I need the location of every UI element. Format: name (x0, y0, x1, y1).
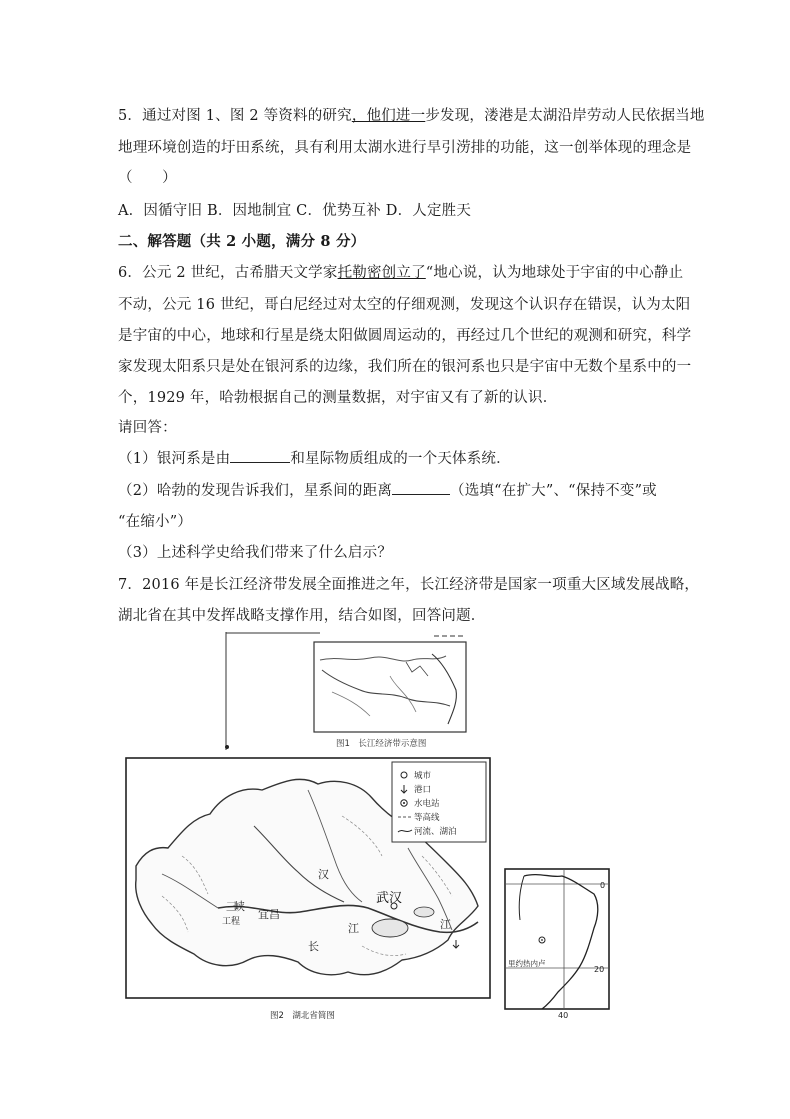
legend-city: 城市 (414, 771, 432, 781)
q6-sub-2-cont: “在缩小”） (118, 514, 193, 530)
label-chang: 长 (308, 940, 319, 953)
q6-line-4: 家发现太阳系只是处在银河系的边缘，我们所在的银河系也只是宇宙中无数个星系中的一 (118, 359, 692, 375)
legend-hydropower: 水电站 (414, 799, 440, 809)
q6-prompt: 请回答： (118, 420, 177, 436)
figure-1-map (220, 632, 480, 754)
q6-sub-2: （2）哈勃的发现告诉我们，星系间的距离 （选填“在扩大”、“保持不变”或 (118, 483, 657, 499)
tick-20: 20 (594, 965, 605, 974)
q5-paren: （ ） (118, 170, 177, 186)
tick-0: 0 (600, 881, 606, 890)
label-sanxia-2: 峡 (234, 900, 245, 913)
figure-1-caption: 图1 长江经济带示意图 (336, 739, 427, 749)
figure-2-caption: 图2 湖北省简图 (270, 1011, 335, 1021)
q5-options: A．因循守旧 B．因地制宜 C．优势互补 D．人定胜天 (118, 203, 472, 219)
label-gongcheng: 工程 (222, 917, 241, 927)
q6-sub-1: （1）银河系是由 和星际物质组成的一个天体系统． (118, 451, 511, 467)
q7-line-2: 湖北省在其中发挥战略支撑作用，结合如图，回答问题． (118, 608, 486, 624)
q5-line-2: 地理环境创造的圩田系统，具有利用太湖水进行旱引涝排的功能，这一创举体现的理念是 (118, 140, 692, 156)
label-sanxia-1: 三 (226, 900, 237, 913)
q6-line-5: 个，1929 年，哈勃根据自己的测量数据，对宇宙又有了新的认识． (118, 390, 558, 406)
label-jiang-1: 江 (348, 922, 359, 935)
legend-river-lake: 河流、湖泊 (414, 827, 457, 837)
answer-blank-2[interactable] (392, 482, 450, 495)
q6-line-3: 是宇宙的中心，地球和行星是绕太阳做圆周运动的，再经过几个世纪的观测和研究，科学 (118, 328, 692, 344)
figure-2-map (122, 756, 494, 1026)
label-rio: 里约热内卢 (508, 959, 546, 968)
label-yichang: 宜昌 (258, 908, 280, 921)
q5-line-1: 5．通过对图 1、图 2 等资料的研究，他们进一步发现，溇港是太湖沿岸劳动人民依据当地 (118, 108, 705, 124)
q6-line-2: 不动，公元 16 世纪，哥白尼经过对太空的仔细观测，发现这个认识存在错误，认为太阳 (118, 297, 691, 313)
legend-contour: 等高线 (414, 813, 440, 823)
figure-1-connector-dot (224, 744, 230, 750)
q6-sub-3: （3）上述科学史给我们带来了什么启示？ (118, 545, 393, 561)
tick-40: 40 (558, 1011, 569, 1020)
label-han: 汉 (318, 868, 329, 881)
q7-line-1: 7．2016 年是长江经济带发展全面推进之年，长江经济带是国家一项重大区域发展战略， (118, 577, 700, 593)
answer-blank-1[interactable] (230, 450, 290, 463)
q6-line-1: 6．公元 2 世纪，古希腊天文学家托勒密创立了“地心说，认为地球处于宇宙的中心静止 (118, 265, 684, 281)
figure-3-map (502, 866, 612, 1022)
label-wuhan: 武汉 (376, 891, 403, 906)
label-jiang-2: 江 (440, 918, 451, 931)
section-2-title: 二、解答题（共 2 小题，满分 8 分） (118, 233, 366, 250)
legend-port: 港口 (414, 785, 432, 795)
